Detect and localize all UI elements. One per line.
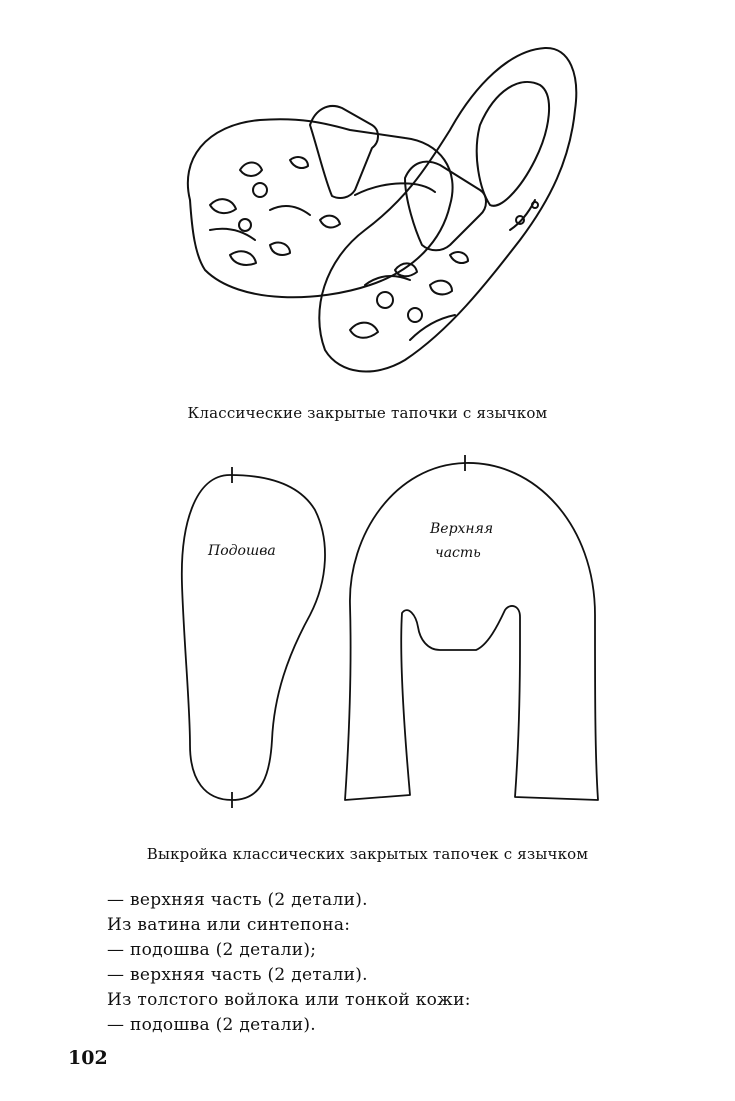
body-text (107, 888, 667, 1038)
page-number: 102 (68, 1047, 108, 1069)
body-line: — подошва (2 детали). (107, 1015, 316, 1035)
sole-label: Подошва (208, 543, 276, 559)
left-slipper-drawing (188, 106, 453, 297)
figure-caption-bottom: Выкройка классических закрытых тапочек с язычком (146, 845, 589, 863)
upper-label-line1: Верхняя (430, 521, 494, 537)
upper-label-line2: часть (435, 545, 481, 561)
slippers-illustration (150, 30, 580, 390)
body-line: Из толстого войлока или тонкой кожи: (107, 990, 471, 1010)
sole-pattern-piece (182, 475, 325, 800)
upper-pattern-piece (345, 463, 598, 800)
body-line: — верхняя часть (2 детали). (107, 890, 368, 910)
figure-caption-top: Классические закрытые тапочки с язычком (187, 404, 548, 422)
body-line: Из ватина или синтепона: (107, 915, 351, 935)
body-line: — верхняя часть (2 детали). (107, 965, 368, 985)
slipper-pattern (170, 455, 610, 815)
body-line: — подошва (2 детали); (107, 940, 317, 960)
